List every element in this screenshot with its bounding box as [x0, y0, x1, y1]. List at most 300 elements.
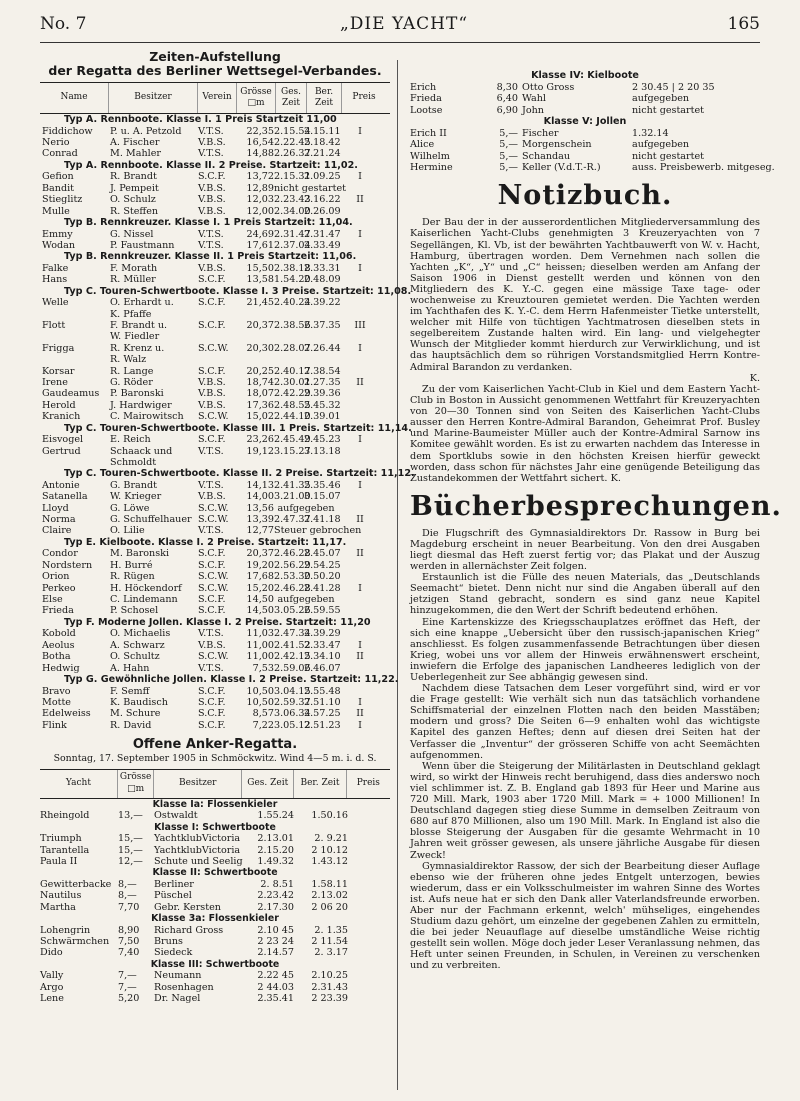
total-time: 2.48.55 — [274, 399, 311, 411]
total-time: 3.06.34 — [274, 708, 311, 720]
owner: R. Krenz u. — [110, 342, 165, 354]
yacht-name: Tarantella — [40, 844, 90, 856]
owner: C. Lindemann — [110, 594, 178, 606]
corrected-time: 2.38.54 — [304, 365, 341, 377]
size: 17,61 — [246, 239, 274, 251]
owner: G. Nissel — [110, 228, 154, 240]
owner: K. Baudisch — [110, 696, 168, 708]
owner: Schute und Seelig — [154, 855, 243, 867]
table-row — [40, 833, 390, 844]
owner: K. Pfaffe — [110, 308, 152, 320]
yacht-name: Conrad — [42, 148, 78, 160]
size: 20,37 — [246, 548, 274, 560]
prize — [338, 628, 382, 639]
total-time: 3.15.27 — [274, 445, 311, 457]
yacht-name: Kobold — [42, 628, 76, 640]
table-row — [40, 457, 390, 468]
total-time: 2.42.29 — [274, 388, 311, 400]
yacht-name: Triumph — [40, 833, 82, 845]
prize: I — [358, 696, 362, 708]
total-time — [274, 309, 304, 320]
prize: I — [358, 125, 362, 137]
total-time: 2.44.10 — [274, 411, 311, 423]
corrected-time — [338, 525, 372, 536]
corrected-time: 2.33.47 — [304, 639, 341, 651]
col-owner: Besitzer — [109, 83, 198, 113]
table-row — [40, 514, 390, 525]
prize — [338, 137, 382, 148]
size: 7,70 — [118, 901, 140, 913]
size: 22,35 — [246, 125, 274, 137]
club: S.C.F. — [198, 548, 226, 560]
prize — [338, 491, 382, 502]
size: 24,69 — [246, 228, 274, 240]
results-table-header — [40, 82, 390, 114]
owner: G. Röder — [110, 377, 153, 388]
yacht-name: Lloyd — [42, 502, 69, 514]
yacht-name: Emmy — [42, 228, 73, 240]
table-row — [40, 320, 390, 331]
notizbuch-heading: Notizbuch. — [497, 180, 673, 212]
total-time: 2.59.06 — [274, 662, 311, 674]
size: 14,88 — [246, 148, 274, 160]
result: nicht gestartet — [632, 150, 704, 162]
owner: Schmoldt — [110, 456, 157, 468]
review-paragraph: Wenn über die Steigerung der Militärlasten in Deutschland geklagt wird, so wirkt der Hinweis recht beruhigend, dass dies anderswo noch viel schlimmer ist. Z. B. England gab 1893 für Heer und Marine aus 720 Mill. Mark, 1903 aber 1720 Mill. Mark = + 1000 Millionen! In Deutschland dagegen stieg diese Summe in demselben Zeitraum von 680 auf 870 Millionen, also um 190 Mill. Mark. In England ist also die blosse Steigerung der Ausgaben für die gesamte Wehrmacht in 10 Jahren weit grösser gewesen, als unsere jährliche Ausgabe für diesen Zweck! — [410, 760, 760, 861]
yacht-name: Botha — [42, 651, 71, 663]
total-time: 2.45.49 — [274, 434, 311, 446]
owner: YachtklubVictoria — [154, 833, 241, 845]
club: S.C.W. — [198, 514, 229, 526]
size: 7,— — [118, 970, 137, 982]
corrected-time: 2.41.18 — [304, 514, 341, 526]
yacht-name: Erich — [410, 81, 437, 93]
size: 18,74 — [246, 377, 274, 388]
class-v-table — [410, 127, 775, 174]
club: S.C.F. — [198, 594, 226, 606]
prize: I — [358, 434, 362, 446]
table-row — [40, 628, 390, 639]
club: S.C.W. — [198, 651, 229, 663]
owner: R. Brandt — [110, 171, 157, 183]
size: 8,30 — [496, 81, 518, 93]
total-time: 2.38.56 — [274, 320, 311, 332]
table-row — [40, 480, 390, 491]
owner: Otto Gross — [522, 81, 575, 93]
result: auss. Preisbewerb. mitgeseg. — [632, 161, 775, 173]
size: 13,— — [118, 810, 143, 822]
review-paragraph: Eine Kartenskizze des Kriegsschauplatzes eröffnet das Heft, der sich eine knappe „Uebersicht über den russisch-japanischen Krieg“ anschliesst. Es folgen zusammenfassende Betrachtungen über diesen Krieg, wobei uns vor allem der Hinweis erwähnenswert erscheint, inwiefern die Erfolge des japanischen Landheeres lediglich von der Ueberlegenheit zur See abhängig gewesen sind. — [410, 616, 760, 683]
size — [236, 354, 274, 365]
owner: O. Schulz — [110, 194, 156, 206]
owner: Dr. Nagel — [154, 993, 201, 1005]
owner: O. Erhardt u. — [110, 297, 174, 309]
size: 21,45 — [246, 297, 274, 309]
yacht-name: Aeolus — [42, 639, 75, 651]
table-row — [40, 970, 390, 981]
total-time: 2.13.01 — [257, 833, 294, 845]
review-paragraph: Die Flugschrift des Gymnasialdirektors Dr. Rassow in Burg bei Magdeburg erscheint in neuer Bearbeitung. Von den drei Ausgaben liegt diesmal das Heft zuerst fertig vor; das Plakat und der Auszug werden in allernächster Zeit folgen. — [410, 527, 760, 573]
owner: John — [522, 104, 544, 116]
table-row — [40, 902, 390, 913]
yacht-name: Wodan — [42, 239, 76, 251]
size: 12,00 — [246, 205, 274, 217]
corrected-time: 2.27.35 — [304, 377, 341, 388]
notiz-signature: K. — [749, 372, 760, 384]
owner: R. Walz — [110, 354, 147, 366]
yacht-name: Wilhelm — [410, 150, 450, 162]
owner: Schaack und — [110, 445, 173, 457]
club: V.B.S. — [198, 399, 226, 411]
total-time: 3.05.12 — [274, 719, 311, 731]
yacht-name: Else — [42, 594, 63, 606]
size: 23,26 — [246, 434, 274, 446]
corrected-time: 2 11.54 — [311, 936, 348, 948]
total-time: 2.15.20 — [257, 844, 294, 856]
table-row — [40, 720, 390, 731]
club: V.B.S. — [198, 491, 226, 503]
club — [198, 457, 236, 468]
col-club: Verein — [198, 83, 237, 113]
size: 15,— — [118, 833, 143, 845]
size: 7,— — [118, 981, 137, 993]
yacht-name: Alice — [410, 139, 435, 151]
col-corrected-time: Ber. Zeit — [307, 83, 342, 113]
corrected-time: 1.43.12 — [311, 855, 348, 867]
table-row — [40, 594, 390, 605]
column-divider — [397, 60, 398, 1090]
total-time: 2.23.43 — [274, 194, 311, 206]
club: S.C.F. — [198, 171, 226, 183]
corrected-time: 2.35.46 — [304, 479, 341, 491]
owner: C. Mairowitsch — [110, 411, 184, 423]
size: 5,— — [499, 161, 518, 173]
yacht-name: Claire — [42, 525, 72, 537]
review-paragraph: Erstaunlich ist die Fülle des neuen Materials, das „Deutschlands Seemacht“ bietet. Denn nicht nur sind die Angaben überall auf den jetzigen Stand gebracht, sondern es sind ganz neue Kapitel hinzugekommen, die den Wert der Schrift bedeutend erhöhen. — [410, 572, 760, 617]
club: S.C.F. — [198, 559, 226, 571]
regatta-table-header — [40, 769, 390, 799]
owner: J. Pempeit — [110, 182, 159, 194]
corrected-time: 3.15.07 — [304, 491, 341, 503]
table-row — [40, 274, 390, 285]
owner: E. Reich — [110, 434, 151, 446]
corrected-time: 2.48.09 — [304, 274, 341, 286]
total-time: 2.40.24 — [274, 297, 311, 309]
owner: R. David — [110, 719, 152, 731]
table-row — [40, 982, 390, 993]
corrected-time: 2.21.24 — [304, 148, 341, 160]
yacht-name: Frieda — [410, 93, 442, 105]
prize — [338, 686, 382, 697]
col-total-time: Ges. Zeit — [242, 770, 294, 798]
size: 8,— — [118, 890, 137, 902]
class-heading: Klasse Ia: Flossenkieler — [152, 798, 278, 810]
total-time: 2.46.28 — [274, 582, 311, 594]
group-heading: Typ A. Rennboote. Klasse II. 2 Preise. Startzeit: 11,02. — [64, 159, 358, 171]
size: 13,56 — [246, 502, 274, 514]
table-row — [40, 388, 390, 399]
table-row — [410, 105, 760, 116]
prize — [338, 457, 382, 468]
table-row — [40, 400, 390, 411]
club: S.C.W. — [198, 571, 229, 583]
size: 17,68 — [246, 571, 274, 583]
corrected-time: 2.13.02 — [311, 890, 348, 902]
size: 10,50 — [246, 685, 274, 697]
size: 15,50 — [246, 262, 274, 274]
yacht-name: Falke — [42, 262, 69, 274]
size: 13,39 — [246, 514, 274, 526]
size: 12,03 — [246, 194, 274, 206]
yacht-name: Norma — [42, 514, 76, 526]
corrected-time: 2.39.22 — [304, 297, 341, 309]
total-time: 2.34.00 — [274, 205, 311, 217]
size: 15,02 — [246, 411, 274, 423]
review-paragraph: Nachdem diese Tatsachen dem Leser vorgeführt sind, wird er vor die Frage gestellt: Wie verhält sich nun das tatsächlich vorhandene Schiffsmaterial der einzelnen Flotten nach den beiden Masstäben; modern und gross? Die Seiten 6—9 enhalten wohl das wichtigste Kapitel des ganzen Heftes; denn auf diesen drei Seiten hat der Verfasser die „Inventur“ der grösseren Schiffe von acht Seemächten aufgenommen. — [410, 683, 760, 761]
size — [236, 309, 274, 320]
size: 6,90 — [496, 104, 518, 116]
club: V.B.S. — [198, 377, 226, 388]
prize — [338, 309, 382, 320]
corrected-time: 2 23.39 — [311, 993, 348, 1005]
total-time: 2.46.28 — [274, 548, 311, 560]
total-time: 2.47.34 — [274, 628, 311, 640]
size: 20,25 — [246, 365, 274, 377]
table-row — [40, 697, 390, 708]
total-time: Steuer gebrochen — [274, 525, 362, 537]
yacht-name: Stieglitz — [42, 194, 83, 206]
col-owner: Besitzer — [154, 770, 242, 798]
notiz-paragraph: Der Bau der in der ausserordentlichen Mitgliederversammlung des Kaiserlichen Yacht-Clubs genehmigten 3 Kreuzeryachten von 7 Segellängen, Kl. Vb, ist der bewährten Yachtbauwerft von W. v. Hacht, Hamburg, übertragen worden. Dem Vernehmen nach sollen die Yachten „K“, „Y“ und „C“ heissen; dieselben werden am Anfang der Saison 1906 in Dienst gestellt werden und können von den Mitgliedern des K. Y.-C. gegen eine mässige Taxe tage- oder wochenweise zu Kreuztouren gemietet werden. Die Yachten werden im Yachthafen des K. Y.-C. dem Herrn Hafenmeister Tietke unterstellt, welcher mit Hilfe von tüchtigen Yachtmatrosen dieselben stets in segelbereitem Zustande halten wird. Ein lang- und vielgehegter Wunsch der Mitglieder kommt hierdurch zur Verwirklichung, und ist das hauptsächlich dem so rührigen Vorstandsmitglied Herrn Kontre-Admiral Barandon zu verdanken. — [410, 217, 760, 373]
yacht-name: Hermine — [410, 161, 453, 173]
club: S.C.F. — [198, 685, 226, 697]
total-time: 2.47.37 — [274, 514, 311, 526]
table-row — [40, 206, 390, 217]
header-rule — [40, 42, 760, 43]
corrected-time: 2.55.48 — [304, 685, 341, 697]
club: S.C.W. — [198, 342, 229, 354]
owner: H. Höckendorf — [110, 582, 182, 594]
result: nicht gestartet — [632, 104, 704, 116]
prize: III — [354, 320, 366, 332]
size: 13,72 — [246, 171, 274, 183]
owner: H. Burré — [110, 559, 153, 571]
group-heading: Typ C. Touren-Schwertboote. Klasse II. 2 Preise. Startzeit: 11,12. — [64, 468, 415, 480]
club: V.T.S. — [198, 628, 224, 640]
review-paragraph: Gymnasialdirektor Rassow, der sich der Bearbeitung dieser Auflage ebenso wie der früheren ohne jedes Entgelt unterzogen, bewies wiederum, dass er ein Volksschulmeister im wahren Sinne des Wortes ist. Aufs neue hat er sich den Dank aller Vaterlandsfreunde erworben. Aber nur der Fachmann erkennt, welch' mühseliges, eingehendes Studium dazu gehört, um einzelne der gegebenen Zahlen zu ermitteln, die bei jeder Neuauflage auf dieselbe umständliche Weise richtig gestellt sein wollen. Möge doch jeder Leser Veranlassung nehmen, das Heft unter seinen Freunden, in Schulen, in Vereinen zu verschenken und zu verbreiten. — [410, 860, 760, 972]
table-row — [40, 366, 390, 377]
total-time: 2.14.57 — [257, 947, 294, 959]
owner: R. Steffen — [110, 205, 159, 217]
total-time: 2 44.03 — [257, 981, 294, 993]
prize — [338, 560, 382, 571]
yacht-name: Frigga — [42, 342, 75, 354]
total-time: 1.55.24 — [257, 810, 294, 822]
club: V.B.S. — [198, 136, 226, 148]
club: V.B.S. — [198, 639, 226, 651]
yacht-name: Lene — [40, 993, 64, 1005]
owner: Bruns — [154, 936, 183, 948]
club: S.C.F. — [198, 365, 226, 377]
regatta-title: Offene Anker-Regatta. — [132, 737, 298, 753]
group-heading: Typ F. Moderne Jollen. Klasse I. 2 Preise. Startzeit: 11,20 — [64, 616, 371, 628]
total-time: 2.22.45 — [274, 136, 311, 148]
corrected-time: 2.39.01 — [304, 411, 341, 423]
buecher-heading: Bücherbesprechungen. — [410, 490, 782, 522]
prize: I — [358, 639, 362, 651]
table-row — [40, 354, 390, 365]
club: V.B.S. — [198, 182, 226, 194]
corrected-time: 2.50.20 — [304, 571, 341, 583]
yacht-name — [40, 354, 110, 365]
yacht-name: Martha — [40, 901, 76, 913]
group-heading: Typ B. Rennkreuzer. Klasse II. 1 Preis Startzeit: 11,06. — [64, 251, 357, 263]
club: V.T.S. — [198, 662, 224, 674]
table-row — [40, 525, 390, 536]
club: V.B.S. — [198, 194, 226, 206]
total-time: 2.17.30 — [257, 901, 294, 913]
corrected-time: 2. 3.17 — [314, 947, 348, 959]
size: 10,50 — [246, 696, 274, 708]
prize: I — [358, 719, 362, 731]
club: V.T.S. — [198, 479, 224, 491]
group-heading: Typ E. Kielboote. Klasse I. 2 Preise. Startzeit: 11,17. — [64, 536, 347, 548]
total-time — [274, 354, 304, 365]
club: S.C.F. — [198, 320, 226, 332]
club: S.C.F. — [198, 719, 226, 731]
prize: II — [356, 377, 364, 388]
left-column — [40, 49, 415, 1005]
owner: Siedeck — [154, 947, 193, 959]
club: V.T.S. — [198, 445, 224, 457]
corrected-time: 2.45.23 — [304, 434, 341, 446]
prize — [338, 354, 382, 365]
table-row — [40, 411, 390, 422]
yacht-name: Bandit — [42, 182, 75, 194]
owner: Schandau — [522, 150, 571, 162]
size: 14,00 — [246, 491, 274, 503]
class-heading: Klasse 3a: Flossenkieler — [151, 913, 279, 925]
corrected-time: 2.45.32 — [304, 399, 341, 411]
total-time: 2.41.52 — [274, 639, 311, 651]
yacht-name: Erich II — [410, 127, 447, 139]
class-heading: Klasse IV: Kielboote — [531, 70, 639, 81]
col-corrected-time: Ber. Zeit — [294, 770, 346, 798]
table-row — [410, 139, 760, 150]
prize: II — [356, 194, 364, 206]
club: S.C.W. — [198, 582, 229, 594]
club: V.T.S. — [198, 148, 224, 160]
yacht-name: Flink — [42, 719, 67, 731]
prize: I — [358, 479, 362, 491]
table-row — [40, 503, 390, 514]
corrected-time: 2.31.47 — [304, 228, 341, 240]
yacht-name — [40, 457, 110, 468]
prize — [338, 663, 382, 674]
size: 13,58 — [246, 274, 274, 286]
club — [198, 331, 236, 342]
table-row — [40, 925, 390, 936]
table-row — [410, 128, 760, 139]
size: 20,37 — [246, 320, 274, 332]
club: S.C.W. — [198, 411, 229, 423]
corrected-time — [304, 309, 338, 320]
yacht-name: Vally — [40, 970, 64, 982]
table-row — [40, 845, 390, 856]
table-row — [410, 161, 775, 173]
size: 11,03 — [246, 628, 274, 640]
yacht-name: Eisvogel — [42, 434, 84, 446]
results-title: Zeiten-Aufstellung — [149, 49, 281, 64]
size: 15,20 — [246, 582, 274, 594]
owner: M. Schure — [110, 708, 161, 720]
club — [198, 309, 236, 320]
size: 18,07 — [246, 388, 274, 400]
yacht-name: Irene — [42, 377, 68, 388]
table-row — [40, 446, 390, 457]
size: 8,90 — [118, 924, 140, 936]
corrected-time — [338, 594, 372, 605]
size: 5,— — [499, 150, 518, 162]
yacht-name: Orion — [42, 571, 70, 583]
table-row — [40, 560, 390, 571]
table-row — [40, 183, 390, 194]
corrected-time: 2. 1.35 — [314, 924, 348, 936]
corrected-time: 2 06 20 — [311, 901, 348, 913]
owner: F. Brandt u. — [110, 320, 168, 332]
result: aufgegeben — [632, 139, 690, 151]
notiz-paragraph: Zu der vom Kaiserlichen Yacht-Club in Kiel und dem Eastern Yacht-Club in Boston in Aussicht genommenen Wettfahrt für Kreuzeryachten von 20—30 Tonnen sind von Seiten des Kaiserlichen Yacht-Clubs ausser den Herren Kontre-Admiral Barandon, Geheimrat Prof. Busley und Marine-Baumeister Müller auch der Kontre-Admiral Sarnow ins Komitee gewählt worden. Es ist zu erwarten nachdem das Interesse in dem Sportklubs sowie in den höchsten Kreisen hierfür geweckt worden, dass schon für nächstes Jahr eine genügende Beteiligung das Zustandekommen der Wettfahrt sichert. K. — [410, 383, 760, 484]
prize — [338, 446, 382, 457]
total-time: 2.53.30 — [274, 571, 311, 583]
table-row — [40, 194, 390, 205]
table-row — [40, 663, 390, 674]
table-row — [40, 947, 390, 958]
corrected-time: 2.18.42 — [304, 136, 341, 148]
prize — [338, 388, 382, 399]
club: V.T.S. — [198, 239, 224, 251]
yacht-name: Fiddichow — [42, 125, 93, 137]
group-heading: Typ G. Gewöhnliche Jollen. Klasse I. 2 Preise. Startzeit: 11,22. — [64, 673, 399, 685]
total-time: 1.54.20 — [274, 274, 311, 286]
size: 12,77 — [246, 525, 274, 537]
club: V.B.S. — [198, 205, 226, 217]
size: 5,— — [499, 139, 518, 151]
total-time: 3.04.15 — [274, 685, 311, 697]
owner: Keller (V.d.T.-R.) — [522, 161, 601, 173]
prize — [338, 240, 382, 251]
owner: Berliner — [154, 878, 194, 890]
owner: F. Morath — [110, 262, 158, 274]
table-row — [40, 640, 390, 651]
table-row — [40, 309, 390, 320]
size: 16,54 — [246, 136, 274, 148]
corrected-time: 2.54.25 — [304, 559, 341, 571]
table-row — [40, 993, 390, 1004]
yacht-name: Gertrud — [42, 445, 81, 457]
table-row — [40, 491, 390, 502]
corrected-time: 2. 9.21 — [314, 833, 348, 845]
yacht-name: Satanella — [42, 491, 88, 503]
prize — [338, 411, 382, 422]
corrected-time: 1.50.16 — [311, 810, 348, 822]
club: V.B.S. — [198, 388, 226, 400]
corrected-time: 2.39.36 — [304, 388, 341, 400]
col-total-time: Ges. Zeit — [276, 83, 307, 113]
size: 14,50 — [246, 594, 274, 606]
size: 17,36 — [246, 399, 274, 411]
corrected-time: 2.51.10 — [304, 696, 341, 708]
